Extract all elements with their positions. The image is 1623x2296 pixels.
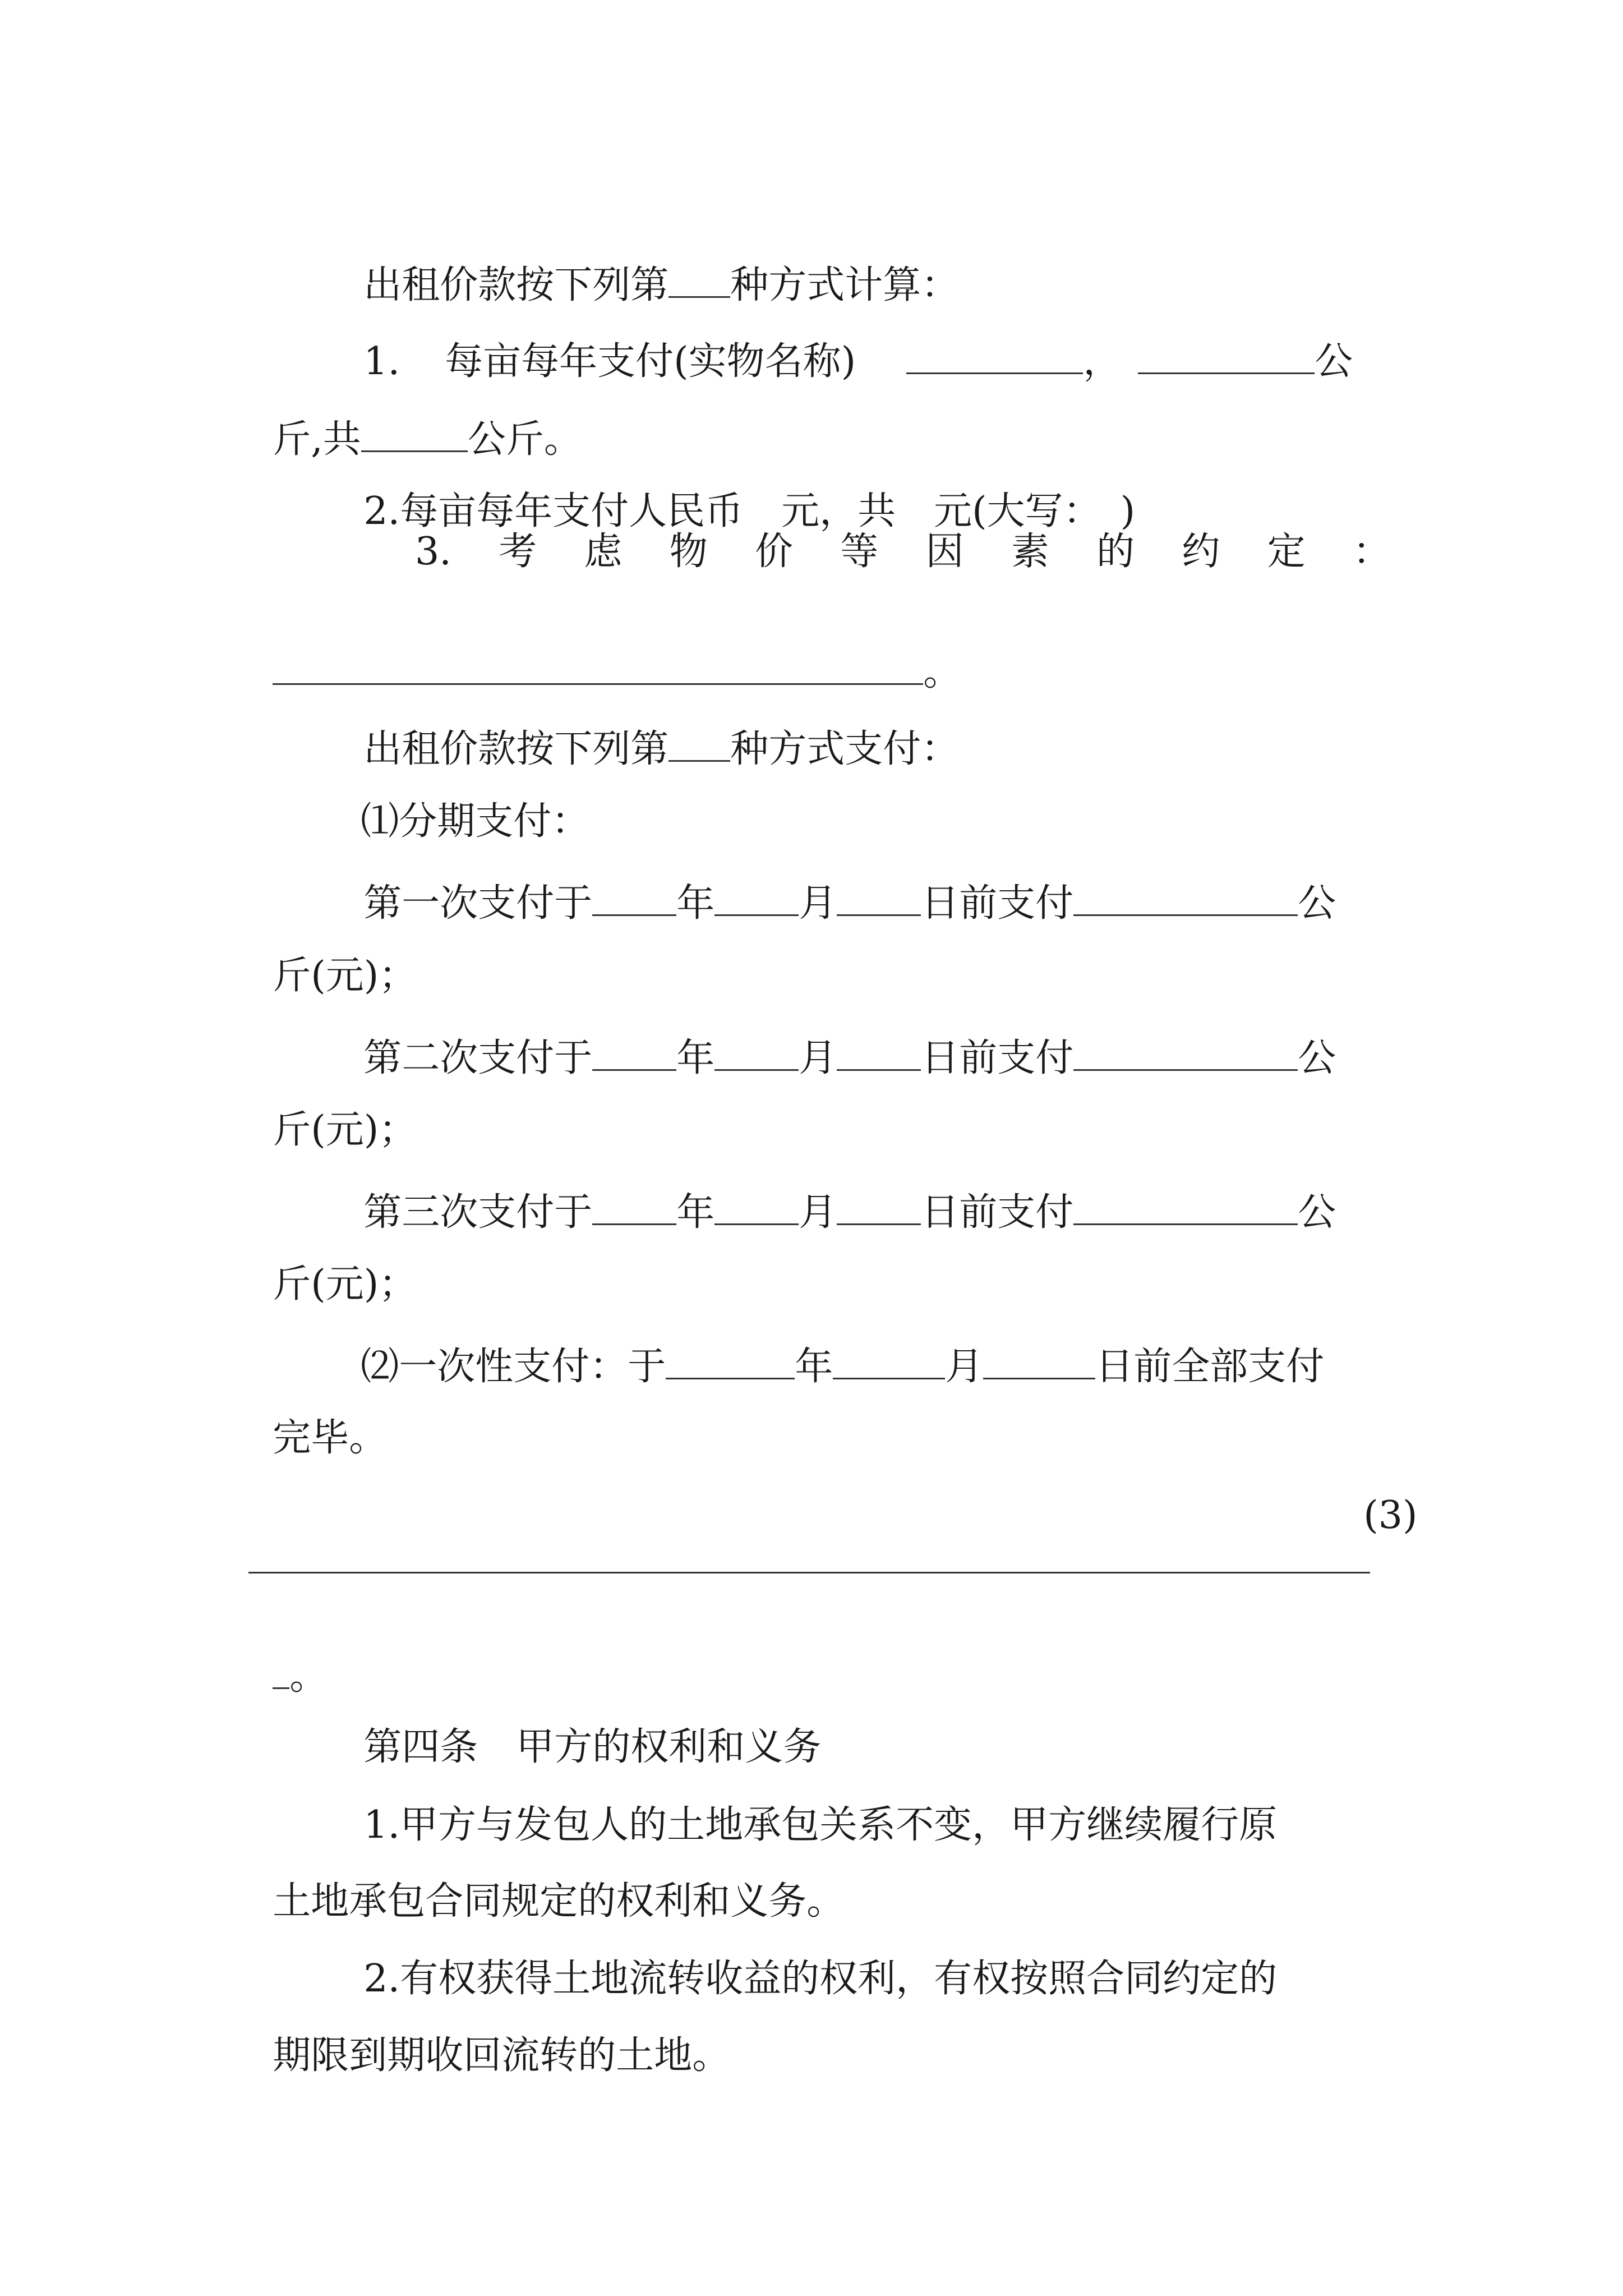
first-year-blank[interactable] — [592, 880, 676, 916]
second-year-blank[interactable] — [592, 1034, 676, 1071]
item1-line — [339, 300, 1353, 384]
month-label: 月 — [945, 1345, 984, 1389]
item3-char: 考 — [499, 530, 537, 574]
item2-text: 2.每亩每年支付人民币 元，共 元(大写： ) — [363, 489, 1136, 533]
lump-sum-prefix: ⑵一次性支付：于 — [361, 1345, 666, 1389]
day-before-pay: 日前支付 — [921, 881, 1074, 926]
a4-item1-text: 1.甲方与发包人的土地承包关系不变，甲方继续履行原 — [363, 1803, 1278, 1847]
month-label: 月 — [799, 1190, 837, 1235]
year-label: 年 — [795, 1345, 833, 1389]
first-payment-prefix: 第一次支付于 — [363, 881, 593, 926]
item1-blank-qty[interactable] — [1138, 338, 1315, 374]
unit-start: 公 — [1298, 881, 1336, 926]
a4-item2-cont-line — [248, 1999, 731, 2078]
a4-item2-cont-text: 期限到期收回流转的土地。 — [273, 2033, 731, 2078]
item3-char: 的 — [1096, 530, 1135, 574]
item3-char: 因 — [925, 530, 964, 574]
other-method-label: (3) — [1363, 1493, 1418, 1538]
item1-comma: ， — [1083, 339, 1122, 384]
lump-year-blank[interactable] — [666, 1343, 795, 1379]
item1-text: 每亩每年支付(实物名称) — [445, 339, 856, 384]
item3-line — [415, 530, 1391, 574]
first-day-blank[interactable] — [837, 880, 921, 916]
item3-char: 虑 — [584, 530, 623, 574]
third-year-blank[interactable] — [592, 1189, 676, 1225]
item3-cont-line — [248, 610, 961, 692]
article4-title: 第四条 甲方的权利和义务 — [363, 1725, 822, 1769]
item3-char: 约 — [1182, 530, 1220, 574]
first-payment-cont-line — [248, 919, 417, 998]
other-method-end-line — [248, 1614, 328, 1699]
item1-cont-line — [248, 378, 582, 462]
calc-method-blank[interactable] — [668, 261, 730, 298]
item3-blank[interactable] — [273, 648, 923, 685]
unit-start: 公 — [1298, 1036, 1336, 1080]
a4-item1-cont-text: 土地承包合同规定的权利和义务。 — [273, 1879, 845, 1924]
a4-item2-line — [339, 1922, 1278, 2001]
third-payment-prefix: 第三次支付于 — [363, 1190, 593, 1235]
lump-day-blank[interactable] — [983, 1343, 1095, 1379]
item1-total-blank[interactable] — [361, 416, 468, 452]
third-day-blank[interactable] — [837, 1189, 921, 1225]
day-before-pay: 日前支付 — [921, 1190, 1074, 1235]
calc-method-prefix: 出租价款按下列第 — [363, 263, 669, 307]
pay-method-prefix: 出租价款按下列第 — [363, 727, 669, 771]
item3-char: 定 — [1267, 530, 1306, 574]
second-amount-blank[interactable] — [1073, 1034, 1298, 1071]
second-payment-line — [339, 996, 1336, 1078]
second-day-blank[interactable] — [837, 1034, 921, 1071]
third-payment-unit: 斤(元)； — [273, 1262, 417, 1306]
third-amount-blank[interactable] — [1073, 1189, 1298, 1225]
item3-char: 价 — [755, 530, 794, 574]
pay-method-suffix: 种方式支付： — [730, 727, 960, 771]
other-method-end: 。 — [289, 1654, 328, 1699]
first-amount-blank[interactable] — [1073, 880, 1298, 916]
third-payment-cont-line — [248, 1227, 417, 1304]
second-payment-prefix: 第二次支付于 — [363, 1036, 593, 1080]
month-label: 月 — [799, 1036, 837, 1080]
pay-method-line — [339, 687, 959, 769]
third-month-blank[interactable] — [714, 1189, 799, 1225]
installment-line — [336, 765, 590, 844]
item3-char: 3. — [415, 530, 451, 574]
first-payment-line — [339, 841, 1336, 926]
unit-start: 公 — [1298, 1190, 1336, 1235]
day-before-full-pay: 日前全部支付 — [1095, 1345, 1325, 1389]
lump-month-blank[interactable] — [833, 1343, 945, 1379]
item3-end: 。 — [923, 650, 962, 694]
installment-text: ⑴分期支付： — [361, 799, 590, 844]
year-label: 年 — [676, 881, 715, 926]
item1-unit-start: 公 — [1315, 339, 1353, 384]
other-method-blank[interactable] — [248, 1572, 1370, 1573]
day-before-pay: 日前支付 — [921, 1036, 1074, 1080]
month-label: 月 — [799, 881, 837, 926]
lump-sum-end: 完毕。 — [273, 1416, 388, 1460]
second-payment-unit: 斤(元)； — [273, 1108, 417, 1152]
first-payment-unit: 斤(元)； — [273, 954, 417, 998]
third-payment-line — [339, 1151, 1336, 1235]
lump-sum-cont-line — [248, 1381, 388, 1460]
a4-item1-cont-line — [248, 1844, 845, 1924]
article4-heading — [339, 1690, 822, 1769]
item1-number: 1. — [363, 339, 400, 384]
calc-method-suffix: 种方式计算： — [730, 263, 960, 307]
second-month-blank[interactable] — [714, 1034, 799, 1071]
second-payment-cont-line — [248, 1073, 417, 1152]
item3-char: 物 — [669, 530, 708, 574]
calc-method-line — [339, 223, 959, 305]
item3-char: ： — [1352, 530, 1391, 574]
other-method-blank-end[interactable] — [273, 1653, 289, 1689]
year-label: 年 — [676, 1190, 715, 1235]
item3-char: 素 — [1011, 530, 1049, 574]
item3-char: 等 — [840, 530, 879, 574]
a4-item2-text: 2.有权获得土地流转收益的权利，有权按照合同约定的 — [363, 1957, 1278, 2001]
item1-blank-name[interactable] — [906, 338, 1083, 374]
item1-cont-suffix: 公斤。 — [467, 417, 582, 462]
other-method-label-line — [1339, 1458, 1418, 1538]
item1-cont-prefix: 斤,共 — [273, 417, 361, 462]
item2-line — [339, 454, 1135, 531]
year-label: 年 — [676, 1036, 715, 1080]
pay-method-blank[interactable] — [668, 725, 730, 762]
lump-sum-line — [336, 1305, 1325, 1389]
a4-item1-line — [339, 1768, 1278, 1847]
first-month-blank[interactable] — [714, 880, 799, 916]
